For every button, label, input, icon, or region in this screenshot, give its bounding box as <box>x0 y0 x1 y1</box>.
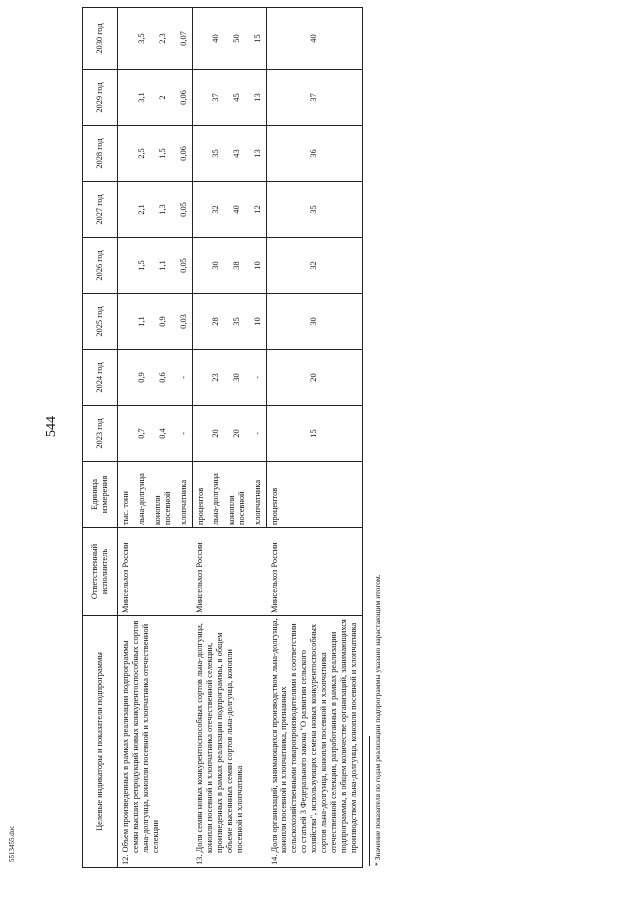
column-header: 2030 год <box>83 8 118 70</box>
value-cell: 2,3 <box>150 8 176 70</box>
table-row <box>267 8 363 868</box>
column-header: 2025 год <box>83 294 118 350</box>
column-header: Целевые индикаторы и показатели подпрограммы <box>83 616 118 868</box>
executor-cell: Минсельхоз России <box>192 528 267 616</box>
value-cell <box>118 406 134 462</box>
value-cell: 0,6 <box>150 350 176 406</box>
executor-cell: Минсельхоз России <box>118 528 193 616</box>
value-cell: 0,9 <box>134 350 150 406</box>
unit-cell: льна-долгунца <box>134 462 150 528</box>
value-cell: 0,05 <box>176 238 192 294</box>
value-cell: 2,1 <box>134 182 150 238</box>
value-cell: 40 <box>208 8 224 70</box>
value-cell: 35 <box>208 126 224 182</box>
value-cell <box>192 238 208 294</box>
value-cell: 20 <box>224 406 250 462</box>
unit-cell: льна-долгунца <box>208 462 224 528</box>
value-cell <box>118 126 134 182</box>
column-header: 2027 год <box>83 182 118 238</box>
value-cell <box>118 70 134 126</box>
value-cell <box>192 406 208 462</box>
value-cell <box>118 350 134 406</box>
document-id: 5513455.doc <box>8 825 16 862</box>
value-cell: 32 <box>267 238 363 294</box>
value-cell: 0,9 <box>150 294 176 350</box>
column-header: Ответственный исполнитель <box>83 528 118 616</box>
value-cell: 15 <box>267 406 363 462</box>
value-cell: 15 <box>250 8 266 70</box>
value-cell: 35 <box>267 182 363 238</box>
value-cell: 1,5 <box>150 126 176 182</box>
value-cell: 2,5 <box>134 126 150 182</box>
column-header: 2028 год <box>83 126 118 182</box>
value-cell: 0,06 <box>176 126 192 182</box>
value-cell: 1,3 <box>150 182 176 238</box>
value-cell: 50 <box>224 8 250 70</box>
value-cell: 0,07 <box>176 8 192 70</box>
value-cell: 12 <box>250 182 266 238</box>
unit-cell: процентов <box>192 462 208 528</box>
value-cell: 10 <box>250 238 266 294</box>
unit-cell: хлопчатника <box>176 462 192 528</box>
rotated-table-page <box>82 8 552 868</box>
unit-cell: тыс. тонн <box>118 462 134 528</box>
footnote <box>369 8 382 868</box>
value-cell <box>118 8 134 70</box>
page-number: 544 <box>44 416 59 437</box>
value-cell: 43 <box>224 126 250 182</box>
value-cell: 1,1 <box>150 238 176 294</box>
value-cell <box>118 238 134 294</box>
value-cell: 40 <box>224 182 250 238</box>
value-cell: 23 <box>208 350 224 406</box>
value-cell: 37 <box>267 70 363 126</box>
executor-cell: Минсельхоз России <box>267 528 363 616</box>
column-header: 2024 год <box>83 350 118 406</box>
value-cell <box>192 126 208 182</box>
value-cell: 36 <box>267 126 363 182</box>
value-cell: - <box>250 350 266 406</box>
indicator-cell: 13. Доля семян новых конкурентоспособных сортов льна-долгунца, конопли посевной и хлопчатника отечественной селекции, произведенных в рамках реализации подпрограммы, в общем объеме высеянных семян сортов льна-долгунца, конопли посевной и хлопчатника <box>192 616 267 868</box>
value-cell <box>192 8 208 70</box>
value-cell: 1,5 <box>134 238 150 294</box>
value-cell: 38 <box>224 238 250 294</box>
value-cell <box>118 182 134 238</box>
value-cell: 0,06 <box>176 70 192 126</box>
value-cell: 30 <box>224 350 250 406</box>
unit-cell: конопли посевной <box>150 462 176 528</box>
value-cell: 13 <box>250 126 266 182</box>
value-cell <box>192 294 208 350</box>
value-cell: 28 <box>208 294 224 350</box>
indicator-cell: 14. Доля организаций, занимающихся производством льна-долгунца, конопли посевной и хлопчатника, признанных сельскохозяйственными товаропроизводителями в соответствии со статьей 3 Федерального закона "О развитии сельского хозяйства", использующих семена новых конкурентоспособных сортов льна-долгунца, конопли посевной и хлопчатника отечественной селекции, разработанных в рамках реализации подпрограммы, в общем количестве организаций, занимающихся производством льна-долгунца, конопли посевной и хлопчатника <box>267 616 363 868</box>
value-cell: 0,4 <box>150 406 176 462</box>
value-cell: 20 <box>208 406 224 462</box>
indicators-table <box>82 7 363 868</box>
value-cell: - <box>176 350 192 406</box>
value-cell <box>192 70 208 126</box>
table-header <box>83 8 118 868</box>
unit-cell: конопли посевной <box>224 462 250 528</box>
value-cell <box>192 182 208 238</box>
value-cell: 3,1 <box>134 70 150 126</box>
footnote-rule <box>369 736 370 866</box>
indicator-cell: 12. Объем произведенных в рамках реализации подпрограммы семян высших репродукций новых конкурентоспособных сортов льна-долгунца, конопли посевной и хлопчатника отечественной селекции <box>118 616 193 868</box>
value-cell: 30 <box>267 294 363 350</box>
value-cell: 40 <box>267 8 363 70</box>
column-header: 2026 год <box>83 238 118 294</box>
value-cell: 37 <box>208 70 224 126</box>
value-cell: 30 <box>208 238 224 294</box>
unit-cell: процентов <box>267 462 363 528</box>
column-header: 2029 год <box>83 70 118 126</box>
footnote-text: * Значение показателя по годам реализации подпрограммы указано нарастающим итогом. <box>372 574 382 866</box>
value-cell: 10 <box>250 294 266 350</box>
table-row <box>192 8 208 868</box>
value-cell: 1,1 <box>134 294 150 350</box>
column-header: 2023 год <box>83 406 118 462</box>
value-cell: 0,03 <box>176 294 192 350</box>
unit-cell: хлопчатника <box>250 462 266 528</box>
value-cell: 35 <box>224 294 250 350</box>
column-header: Единица измерения <box>83 462 118 528</box>
value-cell <box>192 350 208 406</box>
value-cell: 3,5 <box>134 8 150 70</box>
value-cell: 0,7 <box>134 406 150 462</box>
value-cell <box>118 294 134 350</box>
value-cell: 45 <box>224 70 250 126</box>
value-cell: 2 <box>150 70 176 126</box>
value-cell: 20 <box>267 350 363 406</box>
value-cell: - <box>176 406 192 462</box>
value-cell: - <box>250 406 266 462</box>
value-cell: 0,05 <box>176 182 192 238</box>
table-row <box>118 8 134 868</box>
table-body <box>118 8 363 868</box>
value-cell: 32 <box>208 182 224 238</box>
value-cell: 13 <box>250 70 266 126</box>
